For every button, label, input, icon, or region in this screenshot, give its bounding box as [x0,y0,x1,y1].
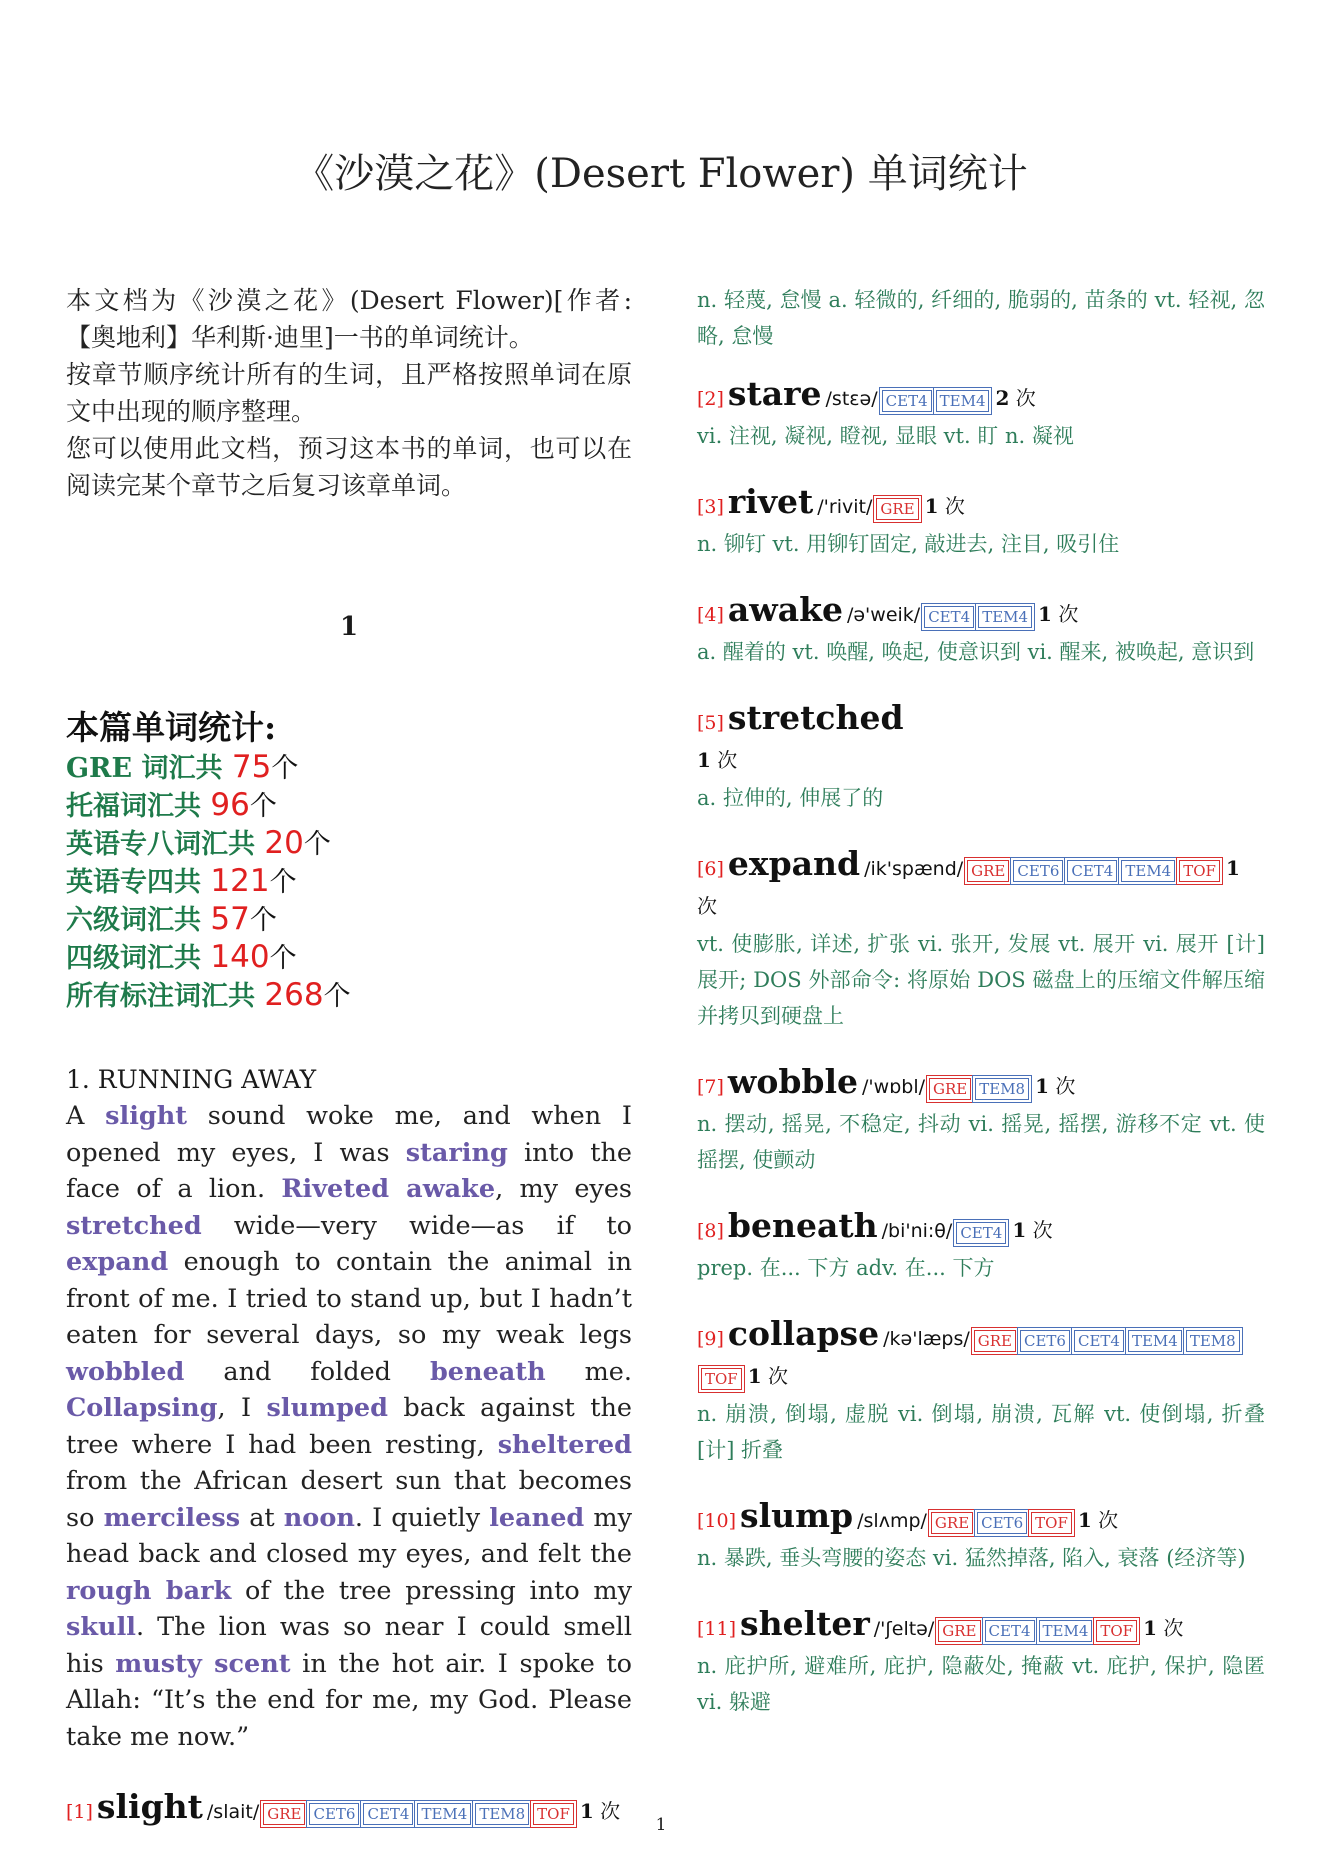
entry-index: [9] [697,1328,724,1350]
tag-cet4: CET4 [1074,1330,1124,1352]
tag-tof: TOF [533,1803,574,1825]
right-column [697,282,1265,1750]
word-entry [697,846,1265,1034]
stat-value: 57 [210,901,250,937]
stat-value: 268 [264,977,324,1013]
tag-cet6: CET6 [1020,1330,1070,1352]
entry-count: 1 次 [1038,602,1079,626]
entry-count: 1 次 [1035,1074,1076,1098]
entry-index: [7] [697,1076,724,1098]
entry-count: 1 次 [1077,1508,1119,1532]
chapter-title: 1. RUNNING AWAY [66,1065,317,1094]
tag-gre: GRE [929,1078,971,1100]
stat-unit: 个 [269,943,297,974]
entry-definition: n. 轻蔑, 怠慢 a. 轻微的, 纤细的, 脆弱的, 苗条的 vt. 轻视, 忽略, 怠慢 [697,288,1265,348]
word-entry [697,1208,1265,1286]
keyword: beneath [429,1356,546,1387]
tag-tof: TOF [701,1368,742,1390]
entry-count: 1 次 [697,748,738,772]
tag-cet4: CET4 [882,390,932,412]
keyword: wobbled [66,1356,185,1387]
stat-label: 四级词汇共 [66,943,211,974]
tag-cet6: CET6 [977,1512,1027,1534]
stat-value: 140 [210,939,270,975]
entry-head [697,1064,1265,1106]
entries-right [697,282,1265,1720]
keyword: slight [105,1101,188,1131]
entry-index: [8] [697,1220,724,1242]
intro-line: 本文档为《沙漠之花》(Desert Flower)[作者: 【奥地利】华利斯·迪里]一书的单词统计。 [66,286,632,352]
entry-word: rivet [727,482,814,521]
stats-list [66,749,632,1015]
word-entry [697,1606,1265,1720]
tag-tem4: TEM4 [1121,860,1175,882]
tag-tem4: TEM4 [978,606,1032,628]
entry-head [697,592,1265,634]
entry-word: slight [96,1787,203,1826]
entry-word: wobble [727,1062,859,1101]
tag-cet4: CET4 [924,606,974,628]
entry-phonetic: /'ʃeltə/ [873,1618,935,1640]
tag-tem4: TEM4 [1128,1330,1182,1352]
entry-head [697,700,1265,780]
tag-cet4: CET4 [956,1222,1006,1244]
stat-value: 20 [264,825,304,861]
stat-label: GRE 词汇共 [66,753,232,784]
entry-head [697,376,1265,418]
keyword: staring [405,1137,508,1168]
tag-tem8: TEM8 [1186,1330,1240,1352]
stat-line [66,749,632,787]
entry-phonetic: /kə'læps/ [883,1328,970,1350]
tag-gre: GRE [263,1803,305,1825]
entry-index: [10] [697,1510,737,1532]
tag-gre: GRE [876,498,918,520]
stat-line [66,863,632,901]
tag-gre: GRE [974,1330,1016,1352]
entry-phonetic: /'wɒbl/ [862,1076,925,1098]
stat-value: 96 [210,787,250,823]
tag-gre: GRE [967,860,1009,882]
chapter-number: 1 [339,612,359,642]
keyword: slumped [266,1393,388,1423]
intro [66,282,632,504]
passage: A slight sound woke me, and when I opened my eyes, I was staring into the face of a lion. Riveted awake, my eyes stretched wide—very wide—as if to expand enough to contain the animal in front of me. I tried to stand up, but I hadn’t eaten for several days, so my weak legs wobbled and folded beneath me. Collapsing, I slumped back against the tree where I had been resting, sheltered from the African desert sun that becomes so merciless at noon. I quietly leaned my head back and closed my eyes, and felt the rough bark of the tree pressing into my skull. The lion was so near I could smell his musty scent in the hot air. I spoke to Allah: “It’s the end for me, my God. Please take me now.” [66,1101,633,1752]
entry-definition: a. 醒着的 vt. 唤醒, 唤起, 使意识到 vi. 醒来, 被唤起, 意识到 [697,640,1255,664]
keyword: Riveted awake [281,1174,496,1204]
entry-definition: n. 摆动, 摇晃, 不稳定, 抖动 vi. 摇晃, 摇摆, 游移不定 vt. 使摇摆, 使颤动 [697,1112,1265,1172]
stat-line [66,825,632,863]
stat-line [66,939,632,977]
stat-line [66,787,632,825]
keyword: sheltered [497,1429,632,1460]
word-entry [697,592,1265,670]
entry-index: [11] [697,1618,737,1640]
tag-tem8: TEM8 [475,1803,529,1825]
keyword: merciless [103,1502,241,1533]
word-entry [697,282,1265,354]
tag-tof: TOF [1096,1620,1137,1642]
tag-tem4: TEM4 [936,390,990,412]
entry-definition: vt. 使膨胀, 详述, 扩张 vi. 张开, 发展 vt. 展开 vi. 展开 [计] 展开; DOS 外部命令: 将原始 DOS 磁盘上的压缩文件解压缩并拷贝到硬盘上 [697,932,1265,1028]
entry-count: 2 次 [995,386,1036,410]
stat-label: 所有标注词汇共 [66,981,265,1012]
word-entry [697,1316,1265,1468]
entry-word: collapse [727,1314,880,1353]
entry-phonetic: /bi'ni:θ/ [881,1220,953,1242]
left-column [66,282,632,1861]
keyword: leaned [489,1502,585,1533]
entry-word: awake [727,590,843,629]
word-entry [697,376,1265,454]
keyword: rough bark [66,1575,232,1606]
entry-word: beneath [727,1206,878,1245]
stat-label: 六级词汇共 [66,905,211,936]
tag-cet6: CET6 [309,1803,359,1825]
tag-tof: TOF [1031,1512,1072,1534]
entry-count: 1 次 [579,1799,621,1823]
page-title: 《沙漠之花》(Desert Flower) 单词统计 [294,151,1028,197]
entry-head [697,1208,1265,1250]
entry-word: stretched [727,698,904,737]
entry-definition: vi. 注视, 凝视, 瞪视, 显眼 vt. 盯 n. 凝视 [697,424,1074,448]
tag-tof: TOF [1179,860,1220,882]
entry-index: [6] [697,858,724,880]
keyword: stretched [66,1210,202,1241]
entry-index: [4] [697,604,724,626]
entry-definition: prep. 在... 下方 adv. 在... 下方 [697,1256,995,1280]
stat-line [66,901,632,939]
entry-count: 1 次 [697,856,1240,918]
stats-heading: 本篇单词统计: [66,708,277,747]
entry-phonetic: /ik'spænd/ [864,858,964,880]
entry-head [697,1606,1265,1648]
entry-word: stare [727,374,822,413]
stat-unit: 个 [249,791,277,822]
entry-head [697,1316,1265,1396]
keyword: noon [283,1502,355,1533]
entry-definition: n. 庇护所, 避难所, 庇护, 隐蔽处, 掩蔽 vt. 庇护, 保护, 隐匿 vi. 躲避 [697,1654,1265,1714]
intro-line: 按章节顺序统计所有的生词，且严格按照单词在原文中出现的顺序整理。 [66,360,632,426]
keyword: musty scent [115,1648,291,1679]
stat-unit: 个 [249,905,277,936]
stat-label: 英语专四共 [66,867,211,898]
tag-gre: GRE [931,1512,973,1534]
entry-phonetic: /slait/ [206,1801,260,1823]
intro-line: 您可以使用此文档，预习这本书的单词，也可以在阅读完某个章节之后复习该章单词。 [66,434,632,500]
stat-unit: 个 [271,753,299,784]
stat-unit: 个 [269,867,297,898]
entry-word: expand [727,844,861,883]
tag-tem4: TEM4 [1039,1620,1093,1642]
stat-label: 托福词汇共 [66,791,211,822]
tag-tem8: TEM8 [975,1078,1029,1100]
stat-value: 75 [231,749,272,785]
stat-unit: 个 [303,829,331,860]
entry-index: [2] [697,388,724,410]
entry-definition: n. 崩溃, 倒塌, 虚脱 vi. 倒塌, 崩溃, 瓦解 vt. 使倒塌, 折叠 [计] 折叠 [697,1402,1265,1462]
word-entry [697,1498,1265,1576]
tag-cet6: CET6 [1013,860,1063,882]
keyword: Collapsing [66,1393,218,1423]
entry-index: [1] [66,1801,93,1823]
entry-head [697,1498,1265,1540]
tag-cet4: CET4 [985,1620,1035,1642]
entry-definition: n. 铆钉 vt. 用铆钉固定, 敲进去, 注目, 吸引住 [697,532,1120,556]
tag-cet4: CET4 [1067,860,1117,882]
entry-count: 1 次 [747,1364,788,1388]
entry-definition: a. 拉伸的, 伸展了的 [697,786,884,810]
entry-count: 1 次 [1143,1616,1184,1640]
tag-tem4: TEM4 [417,1803,471,1825]
stat-value: 121 [210,863,270,899]
stat-unit: 个 [323,981,351,1012]
page-number: 1 [655,1815,667,1835]
word-entry [697,1064,1265,1178]
keyword: skull [66,1612,136,1642]
entry-phonetic: /slʌmp/ [857,1510,927,1532]
entry-phonetic: /stɛə/ [825,388,878,410]
entry-word: shelter [740,1604,870,1643]
entry-head [697,484,1265,526]
entry-index: [3] [697,496,724,518]
tag-gre: GRE [938,1620,980,1642]
stat-label: 英语专八词汇共 [66,829,265,860]
entry-index: [5] [697,712,724,734]
entry-word: slump [740,1496,854,1535]
entry-phonetic: /ə'weik/ [846,604,921,626]
entry-head [697,846,1265,926]
word-entry [697,700,1265,816]
entry-count: 1 次 [924,494,965,518]
keyword: expand [66,1247,169,1277]
word-entry [697,484,1265,562]
tag-cet4: CET4 [363,1803,413,1825]
entry-definition: n. 暴跌, 垂头弯腰的姿态 vi. 猛然掉落, 陷入, 衰落 (经济等) [697,1546,1246,1570]
stat-line [66,977,632,1015]
entry-count: 1 次 [1012,1218,1053,1242]
entry-phonetic: /'rivit/ [817,496,873,518]
